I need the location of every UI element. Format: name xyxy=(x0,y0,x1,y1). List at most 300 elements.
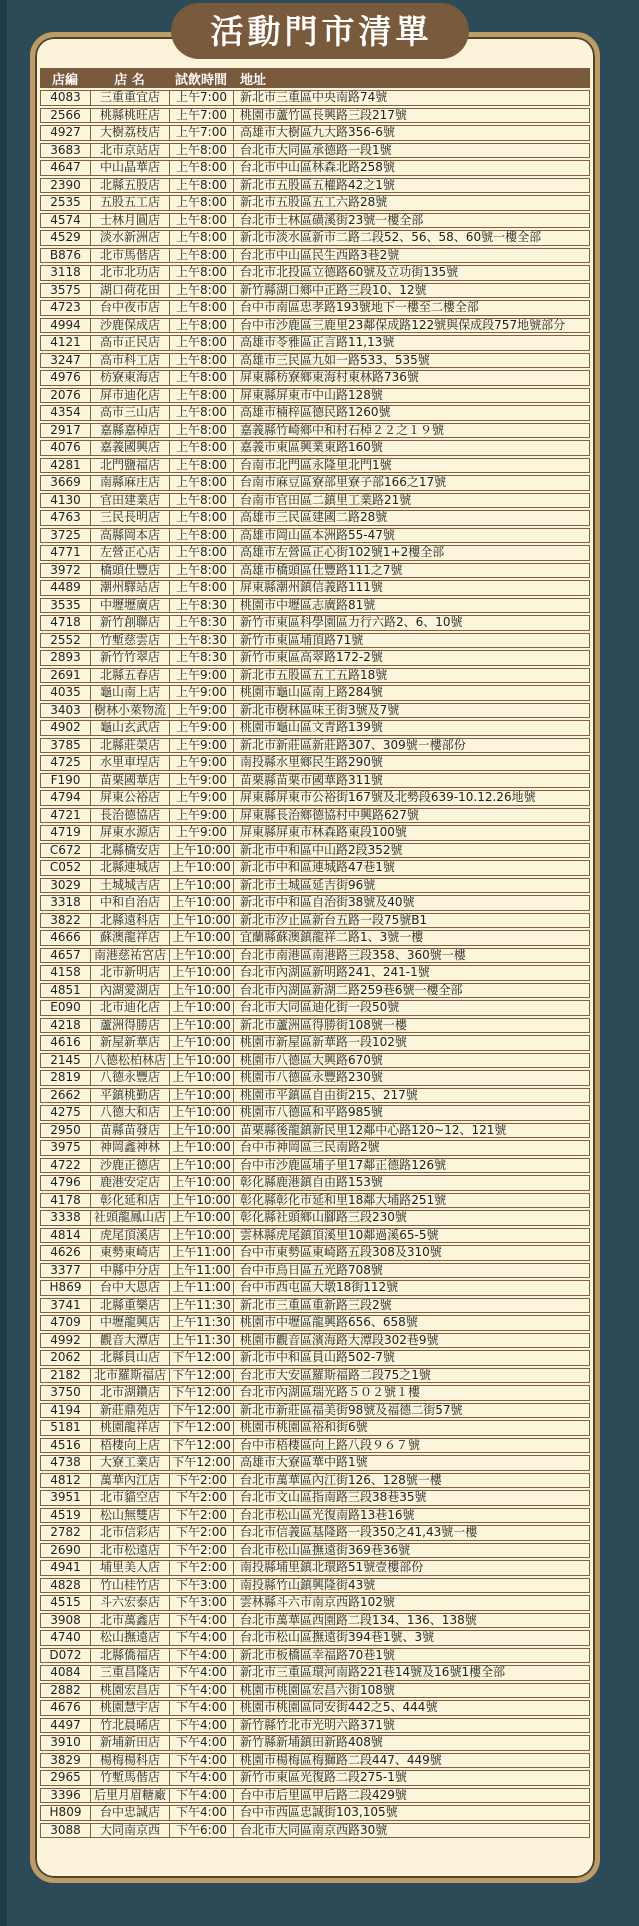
store-code-cell: H809 xyxy=(40,1805,90,1821)
table-row xyxy=(40,178,590,194)
table-row xyxy=(40,1263,590,1279)
address-cell: 桃園市八德區永豐路230號 xyxy=(233,1070,590,1086)
store-list-card xyxy=(30,32,600,1883)
address-cell: 高雄市大樹區九大路356-6號 xyxy=(233,125,590,141)
address-cell: 新北市淡水區新市二路二段52、56、58、60號一樓全部 xyxy=(233,230,590,246)
table-row xyxy=(40,790,590,806)
store-code-cell: 3725 xyxy=(40,528,90,544)
tasting-time-cell: 上午7:00 xyxy=(169,108,233,124)
table-row xyxy=(40,633,590,649)
tasting-time-cell: 上午10:00 xyxy=(169,1193,233,1209)
store-name-cell: 北市新明店 xyxy=(90,965,169,981)
address-cell: 桃園市桃園區宏昌六街108號 xyxy=(233,1683,590,1699)
address-cell: 台中市東勢區東崎路五段308及310號 xyxy=(233,1245,590,1261)
store-code-cell: 2552 xyxy=(40,633,90,649)
address-cell: 新北市新莊區福美街98號及福德二街57號 xyxy=(233,1403,590,1419)
address-cell: 新北市土城區延吉街96號 xyxy=(233,878,590,894)
address-cell: 桃園市桃園區裕和街6號 xyxy=(233,1420,590,1436)
store-name-cell: 官田建業店 xyxy=(90,493,169,509)
store-code-cell: 4218 xyxy=(40,1018,90,1034)
tasting-time-cell: 上午9:00 xyxy=(169,720,233,736)
store-code-cell: 4976 xyxy=(40,370,90,386)
table-row xyxy=(40,1035,590,1051)
store-table-body xyxy=(40,90,590,1838)
address-cell: 桃園市觀音區濱海路大潭段302巷9號 xyxy=(233,1333,590,1349)
store-name-cell: 北縣員山店 xyxy=(90,1350,169,1366)
table-row xyxy=(40,703,590,719)
column-header-tasting-time: 試飲時間 xyxy=(169,68,233,88)
table-row xyxy=(40,1193,590,1209)
store-code-cell: 3088 xyxy=(40,1823,90,1839)
store-name-cell: 士林月圓店 xyxy=(90,213,169,229)
store-name-cell: 梧棲向上店 xyxy=(90,1438,169,1454)
address-cell: 台北市北投區立德路60號及立功街135號 xyxy=(233,265,590,281)
address-cell: 桃園市桃園區同安街442之5、444號 xyxy=(233,1700,590,1716)
tasting-time-cell: 上午8:30 xyxy=(169,650,233,666)
tasting-time-cell: 上午8:00 xyxy=(169,510,233,526)
page-title-text: 活動門市清單 xyxy=(210,12,433,51)
column-header-store-code: 店編 xyxy=(40,68,90,88)
address-cell: 台北市松山區撫遠街394巷1號、3號 xyxy=(233,1630,590,1646)
table-row xyxy=(40,1175,590,1191)
tasting-time-cell: 上午10:00 xyxy=(169,983,233,999)
address-cell: 新北市中和區連城路47巷1號 xyxy=(233,860,590,876)
address-cell: 屏東縣枋寮鄉東海村東林路736號 xyxy=(233,370,590,386)
store-name-cell: 北市信彩店 xyxy=(90,1525,169,1541)
column-header-address: 地址 xyxy=(233,68,590,88)
table-row xyxy=(40,1385,590,1401)
address-cell: 台北市南港區南港路三段358、360號一樓 xyxy=(233,948,590,964)
address-cell: 雲林縣斗六市南京西路102號 xyxy=(233,1595,590,1611)
table-row xyxy=(40,1105,590,1121)
tasting-time-cell: 下午12:00 xyxy=(169,1420,233,1436)
store-name-cell: 蘆洲得勝店 xyxy=(90,1018,169,1034)
store-name-cell: 北縣重樂店 xyxy=(90,1298,169,1314)
store-name-cell: 龜山玄武店 xyxy=(90,720,169,736)
address-cell: 台南市官田區二鎮里工業路21號 xyxy=(233,493,590,509)
store-name-cell: 苗栗國華店 xyxy=(90,773,169,789)
tasting-time-cell: 上午8:00 xyxy=(169,493,233,509)
store-name-cell: 后里月眉糖廠 xyxy=(90,1788,169,1804)
address-cell: 新竹市東區埔頂路71號 xyxy=(233,633,590,649)
address-cell: 桃園市平鎮區自由街215、217號 xyxy=(233,1088,590,1104)
address-cell: 台南市麻豆區寮部里寮子部166之17號 xyxy=(233,475,590,491)
table-row xyxy=(40,300,590,316)
tasting-time-cell: 下午2:00 xyxy=(169,1543,233,1559)
address-cell: 台北市萬華區內江街126、128號一樓 xyxy=(233,1473,590,1489)
store-code-cell: 2182 xyxy=(40,1368,90,1384)
table-row xyxy=(40,878,590,894)
tasting-time-cell: 下午12:00 xyxy=(169,1385,233,1401)
table-row xyxy=(40,1543,590,1559)
address-cell: 台南市北門區永隆里北門1號 xyxy=(233,458,590,474)
address-cell: 屏東縣長治鄉德協村中興路627號 xyxy=(233,808,590,824)
store-name-cell: 桃縣桃旺店 xyxy=(90,108,169,124)
store-name-cell: 台中夜市店 xyxy=(90,300,169,316)
table-row xyxy=(40,1053,590,1069)
table-row xyxy=(40,1140,590,1156)
tasting-time-cell: 上午8:00 xyxy=(169,178,233,194)
store-name-cell: 屏東公裕店 xyxy=(90,790,169,806)
tasting-time-cell: 下午12:00 xyxy=(169,1438,233,1454)
address-cell: 桃園市中壢區龍興路656、658號 xyxy=(233,1315,590,1331)
tasting-time-cell: 上午11:00 xyxy=(169,1263,233,1279)
table-row xyxy=(40,1245,590,1261)
store-code-cell: E090 xyxy=(40,1000,90,1016)
address-cell: 新北市五股區五工六路28號 xyxy=(233,195,590,211)
tasting-time-cell: 上午8:00 xyxy=(169,300,233,316)
tasting-time-cell: 上午8:00 xyxy=(169,370,233,386)
address-cell: 高雄市三民區九如一路533、535號 xyxy=(233,353,590,369)
address-cell: 高雄市岡山區本洲路55-47號 xyxy=(233,528,590,544)
table-row xyxy=(40,143,590,159)
tasting-time-cell: 下午4:00 xyxy=(169,1753,233,1769)
store-name-cell: 內湖愛湖店 xyxy=(90,983,169,999)
store-code-cell: 3535 xyxy=(40,598,90,614)
store-name-cell: 北縣五春店 xyxy=(90,668,169,684)
store-code-cell: 4489 xyxy=(40,580,90,596)
store-name-cell: 大寮工業店 xyxy=(90,1455,169,1471)
store-name-cell: 高市三山店 xyxy=(90,405,169,421)
table-row xyxy=(40,1088,590,1104)
table-row xyxy=(40,335,590,351)
store-code-cell: 3029 xyxy=(40,878,90,894)
table-row xyxy=(40,475,590,491)
store-name-cell: 橋頭仕豐店 xyxy=(90,563,169,579)
tasting-time-cell: 上午8:00 xyxy=(169,213,233,229)
tasting-time-cell: 上午8:00 xyxy=(169,283,233,299)
address-cell: 台中市梧棲區向上路八段９６７號 xyxy=(233,1438,590,1454)
tasting-time-cell: 下午4:00 xyxy=(169,1735,233,1751)
table-row xyxy=(40,265,590,281)
store-name-cell: 新竹創聯店 xyxy=(90,615,169,631)
tasting-time-cell: 上午8:00 xyxy=(169,475,233,491)
store-name-cell: 八德永豐店 xyxy=(90,1070,169,1086)
store-code-cell: 4796 xyxy=(40,1175,90,1191)
tasting-time-cell: 上午8:00 xyxy=(169,335,233,351)
tasting-time-cell: 上午9:00 xyxy=(169,825,233,841)
store-name-cell: 沙鹿保成店 xyxy=(90,318,169,334)
address-cell: 新竹市東區科學園區力行六路2、6、10號 xyxy=(233,615,590,631)
table-row xyxy=(40,388,590,404)
store-code-cell: 5181 xyxy=(40,1420,90,1436)
store-code-cell: 2690 xyxy=(40,1543,90,1559)
store-code-cell: 3741 xyxy=(40,1298,90,1314)
store-code-cell: 4814 xyxy=(40,1228,90,1244)
address-cell: 桃園市八德區和平路985號 xyxy=(233,1105,590,1121)
store-code-cell: F190 xyxy=(40,773,90,789)
store-name-cell: 鹿港安定店 xyxy=(90,1175,169,1191)
table-row xyxy=(40,1158,590,1174)
store-code-cell: 4647 xyxy=(40,160,90,176)
store-name-cell: 北市北功店 xyxy=(90,265,169,281)
tasting-time-cell: 上午10:00 xyxy=(169,1088,233,1104)
table-row xyxy=(40,1560,590,1576)
table-row xyxy=(40,125,590,141)
tasting-time-cell: 上午8:00 xyxy=(169,248,233,264)
store-code-cell: 4902 xyxy=(40,720,90,736)
store-code-cell: 4666 xyxy=(40,930,90,946)
store-code-cell: 4851 xyxy=(40,983,90,999)
table-row xyxy=(40,948,590,964)
table-row xyxy=(40,808,590,824)
address-cell: 台北市文山區指南路三段38巷35號 xyxy=(233,1490,590,1506)
store-name-cell: 苗縣苗發店 xyxy=(90,1123,169,1139)
store-code-cell: 4828 xyxy=(40,1578,90,1594)
tasting-time-cell: 上午10:00 xyxy=(169,1000,233,1016)
address-cell: 台北市中山區民生西路3巷2號 xyxy=(233,248,590,264)
tasting-time-cell: 下午12:00 xyxy=(169,1455,233,1471)
store-name-cell: 湖口荷花田 xyxy=(90,283,169,299)
table-row xyxy=(40,1788,590,1804)
table-row xyxy=(40,1805,590,1821)
address-cell: 台北市士林區磺溪街23號一樓全部 xyxy=(233,213,590,229)
store-name-cell: 三重昌隆店 xyxy=(90,1665,169,1681)
address-cell: 台北市大安區羅斯福路二段75之1號 xyxy=(233,1368,590,1384)
tasting-time-cell: 上午11:30 xyxy=(169,1333,233,1349)
address-cell: 屏東縣屏東市公裕街167號及北勢段639-10.12.26地號 xyxy=(233,790,590,806)
store-name-cell: 觀音大潭店 xyxy=(90,1333,169,1349)
store-name-cell: 三重重宜店 xyxy=(90,90,169,106)
table-row xyxy=(40,598,590,614)
tasting-time-cell: 上午8:00 xyxy=(169,265,233,281)
store-code-cell: 4676 xyxy=(40,1700,90,1716)
store-code-cell: 4718 xyxy=(40,615,90,631)
table-row xyxy=(40,493,590,509)
address-cell: 新竹縣竹北市光明六路371號 xyxy=(233,1718,590,1734)
tasting-time-cell: 下午2:00 xyxy=(169,1490,233,1506)
address-cell: 嘉義縣竹崎鄉中和村石棹２２之１９號 xyxy=(233,423,590,439)
address-cell: 台中市西屯區大墩18街112號 xyxy=(233,1280,590,1296)
address-cell: 新北市板橋區幸福路70巷1號 xyxy=(233,1648,590,1664)
table-row xyxy=(40,913,590,929)
store-name-cell: 高市科工店 xyxy=(90,353,169,369)
store-code-cell: 2076 xyxy=(40,388,90,404)
tasting-time-cell: 下午2:00 xyxy=(169,1525,233,1541)
store-code-cell: 4994 xyxy=(40,318,90,334)
store-name-cell: 高市正民店 xyxy=(90,335,169,351)
tasting-time-cell: 上午10:00 xyxy=(169,878,233,894)
address-cell: 台北市內湖區新明路241、241-1號 xyxy=(233,965,590,981)
store-name-cell: 新莊鼎苑店 xyxy=(90,1403,169,1419)
tasting-time-cell: 上午8:00 xyxy=(169,440,233,456)
address-cell: 新北市蘆洲區得勝街108號一樓 xyxy=(233,1018,590,1034)
store-code-cell: 4709 xyxy=(40,1315,90,1331)
store-name-cell: 竹塹馬偕店 xyxy=(90,1770,169,1786)
store-name-cell: 南縣麻庄店 xyxy=(90,475,169,491)
store-name-cell: 嘉義國興店 xyxy=(90,440,169,456)
table-row xyxy=(40,283,590,299)
address-cell: 嘉義市東區興業東路160號 xyxy=(233,440,590,456)
tasting-time-cell: 上午10:00 xyxy=(169,1035,233,1051)
store-name-cell: 虎尾頂溪店 xyxy=(90,1228,169,1244)
store-name-cell: 八德松柏林店 xyxy=(90,1053,169,1069)
table-row xyxy=(40,615,590,631)
store-code-cell: 4657 xyxy=(40,948,90,964)
tasting-time-cell: 下午2:00 xyxy=(169,1473,233,1489)
tasting-time-cell: 上午8:00 xyxy=(169,580,233,596)
store-code-cell: C672 xyxy=(40,843,90,859)
tasting-time-cell: 上午8:00 xyxy=(169,458,233,474)
tasting-time-cell: 下午4:00 xyxy=(169,1788,233,1804)
tasting-time-cell: 上午10:00 xyxy=(169,1070,233,1086)
store-code-cell: 3396 xyxy=(40,1788,90,1804)
table-row xyxy=(40,1648,590,1664)
store-code-cell: 4529 xyxy=(40,230,90,246)
table-row xyxy=(40,1473,590,1489)
table-row xyxy=(40,1490,590,1506)
store-name-cell: 南港慈祐宮店 xyxy=(90,948,169,964)
store-code-cell: 4035 xyxy=(40,685,90,701)
store-name-cell: 埔里美人店 xyxy=(90,1560,169,1576)
store-name-cell: 大同南京西 xyxy=(90,1823,169,1839)
address-cell: 桃園市新屋區新華路一段102號 xyxy=(233,1035,590,1051)
store-code-cell: 2819 xyxy=(40,1070,90,1086)
table-row xyxy=(40,720,590,736)
table-row xyxy=(40,738,590,754)
tasting-time-cell: 上午8:00 xyxy=(169,143,233,159)
store-name-cell: 楊梅楊科店 xyxy=(90,1753,169,1769)
address-cell: 新北市三重區中央南路74號 xyxy=(233,90,590,106)
store-code-cell: 2566 xyxy=(40,108,90,124)
table-row xyxy=(40,843,590,859)
table-row xyxy=(40,90,590,106)
table-row xyxy=(40,1525,590,1541)
store-name-cell: 北市羅斯福店 xyxy=(90,1368,169,1384)
address-cell: 桃園市蘆竹區長興路三段217號 xyxy=(233,108,590,124)
tasting-time-cell: 下午12:00 xyxy=(169,1368,233,1384)
store-code-cell: 3910 xyxy=(40,1735,90,1751)
table-row xyxy=(40,1665,590,1681)
store-code-cell: 2662 xyxy=(40,1088,90,1104)
store-code-cell: 4723 xyxy=(40,300,90,316)
table-row xyxy=(40,1298,590,1314)
tasting-time-cell: 上午10:00 xyxy=(169,1123,233,1139)
address-cell: 台中市神岡區三民南路2號 xyxy=(233,1140,590,1156)
tasting-time-cell: 上午11:30 xyxy=(169,1315,233,1331)
table-row xyxy=(40,1420,590,1436)
address-cell: 台中市沙鹿區三鹿里23鄰保成路122號與保成段757地號部分 xyxy=(233,318,590,334)
table-row xyxy=(40,423,590,439)
address-cell: 新北市汐止區新台五路一段75號B1 xyxy=(233,913,590,929)
table-row xyxy=(40,1700,590,1716)
store-code-cell: 2893 xyxy=(40,650,90,666)
store-name-cell: 平鎮桃勤店 xyxy=(90,1088,169,1104)
address-cell: 屏東縣屏東市林森路東段100號 xyxy=(233,825,590,841)
tasting-time-cell: 上午8:00 xyxy=(169,528,233,544)
address-cell: 彰化縣社頭鄉山腳路三段230號 xyxy=(233,1210,590,1226)
store-code-cell: 4275 xyxy=(40,1105,90,1121)
tasting-time-cell: 下午4:00 xyxy=(169,1683,233,1699)
store-name-cell: 北市湖鑽店 xyxy=(90,1385,169,1401)
table-row xyxy=(40,1315,590,1331)
table-row xyxy=(40,458,590,474)
tasting-time-cell: 下午2:00 xyxy=(169,1508,233,1524)
store-code-cell: 2145 xyxy=(40,1053,90,1069)
store-name-cell: 屏東水源店 xyxy=(90,825,169,841)
tasting-time-cell: 上午10:00 xyxy=(169,1210,233,1226)
table-row xyxy=(40,755,590,771)
table-row xyxy=(40,1018,590,1034)
tasting-time-cell: 上午8:30 xyxy=(169,633,233,649)
table-row xyxy=(40,353,590,369)
store-name-cell: 中壢壢廣店 xyxy=(90,598,169,614)
table-row xyxy=(40,895,590,911)
table-row xyxy=(40,370,590,386)
address-cell: 屏東縣潮州鎮信義路111號 xyxy=(233,580,590,596)
table-row xyxy=(40,685,590,701)
page-title xyxy=(171,3,469,59)
address-cell: 新北市中和區自治街38號及40號 xyxy=(233,895,590,911)
tasting-time-cell: 下午4:00 xyxy=(169,1770,233,1786)
address-cell: 桃園市龜山區文青路139號 xyxy=(233,720,590,736)
table-row xyxy=(40,1455,590,1471)
store-code-cell: 4130 xyxy=(40,493,90,509)
store-name-cell: 北市馬偕店 xyxy=(90,248,169,264)
store-name-cell: 竹北晨晞店 xyxy=(90,1718,169,1734)
store-name-cell: 北縣連城店 xyxy=(90,860,169,876)
table-row xyxy=(40,1770,590,1786)
store-name-cell: 松山無雙店 xyxy=(90,1508,169,1524)
address-cell: 台中市后里區甲后路二段429號 xyxy=(233,1788,590,1804)
table-row xyxy=(40,528,590,544)
tasting-time-cell: 上午10:00 xyxy=(169,948,233,964)
tasting-time-cell: 上午10:00 xyxy=(169,930,233,946)
tasting-time-cell: 上午10:00 xyxy=(169,1175,233,1191)
tasting-time-cell: 上午10:00 xyxy=(169,1018,233,1034)
address-cell: 台中市烏日區五光路708號 xyxy=(233,1263,590,1279)
store-code-cell: 2950 xyxy=(40,1123,90,1139)
tasting-time-cell: 上午8:00 xyxy=(169,195,233,211)
address-cell: 苗栗縣後龍鎮新民里12鄰中心路120~12、121號 xyxy=(233,1123,590,1139)
address-cell: 桃園市龜山區南上路284號 xyxy=(233,685,590,701)
tasting-time-cell: 上午8:00 xyxy=(169,423,233,439)
tasting-time-cell: 上午8:30 xyxy=(169,615,233,631)
store-code-cell: H869 xyxy=(40,1280,90,1296)
table-row xyxy=(40,1578,590,1594)
table-row xyxy=(40,650,590,666)
store-code-cell: 4076 xyxy=(40,440,90,456)
store-code-cell: 2782 xyxy=(40,1525,90,1541)
tasting-time-cell: 下午12:00 xyxy=(169,1350,233,1366)
store-name-cell: 桃園龍祥店 xyxy=(90,1420,169,1436)
store-name-cell: 北市京站店 xyxy=(90,143,169,159)
table-row xyxy=(40,440,590,456)
store-name-cell: 新埔新田店 xyxy=(90,1735,169,1751)
store-code-cell: 4941 xyxy=(40,1560,90,1576)
address-cell: 台北市內湖區新湖二路259巷6號一樓全部 xyxy=(233,983,590,999)
store-code-cell: 4515 xyxy=(40,1595,90,1611)
table-row xyxy=(40,1735,590,1751)
table-row xyxy=(40,108,590,124)
address-cell: 新北市五股區五工五路18號 xyxy=(233,668,590,684)
tasting-time-cell: 上午8:00 xyxy=(169,230,233,246)
table-row xyxy=(40,965,590,981)
address-cell: 高雄市左營區正心街102號1+2樓全部 xyxy=(233,545,590,561)
table-row xyxy=(40,318,590,334)
store-name-cell: 潮州驛站店 xyxy=(90,580,169,596)
address-cell: 桃園市八德區大興路670號 xyxy=(233,1053,590,1069)
tasting-time-cell: 上午9:00 xyxy=(169,738,233,754)
store-code-cell: 4722 xyxy=(40,1158,90,1174)
store-name-cell: 三民長明店 xyxy=(90,510,169,526)
address-cell: 高雄市三民區建國二路28號 xyxy=(233,510,590,526)
address-cell: 宜蘭縣蘇澳鎮龍祥二路1、3號一樓 xyxy=(233,930,590,946)
table-row xyxy=(40,983,590,999)
store-code-cell: 3975 xyxy=(40,1140,90,1156)
table-row xyxy=(40,1070,590,1086)
store-code-cell: 3338 xyxy=(40,1210,90,1226)
